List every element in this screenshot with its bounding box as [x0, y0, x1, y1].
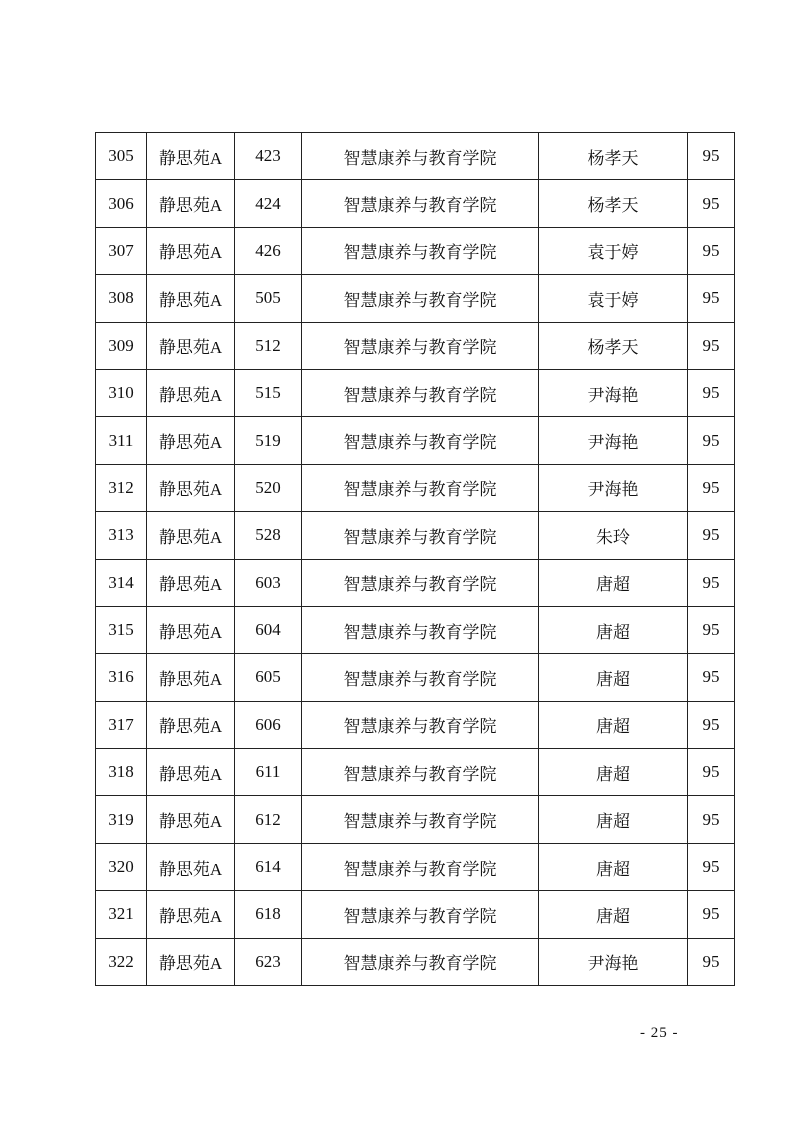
table-row — [96, 559, 735, 606]
college-cell: 智慧康养与教育学院 — [302, 322, 539, 369]
score-cell: 95 — [688, 891, 735, 938]
college-cell: 智慧康养与教育学院 — [302, 133, 539, 180]
teacher-cell: 唐超 — [539, 843, 688, 890]
table-row — [96, 796, 735, 843]
college-cell: 智慧康养与教育学院 — [302, 891, 539, 938]
building-cell: 静思苑A — [147, 796, 235, 843]
row-number-cell: 321 — [96, 891, 147, 938]
room-number-cell: 605 — [235, 654, 302, 701]
score-cell: 95 — [688, 275, 735, 322]
building-cell: 静思苑A — [147, 891, 235, 938]
row-number-cell: 310 — [96, 369, 147, 416]
college-cell: 智慧康养与教育学院 — [302, 512, 539, 559]
row-number-cell: 308 — [96, 275, 147, 322]
score-cell: 95 — [688, 133, 735, 180]
teacher-cell: 唐超 — [539, 559, 688, 606]
score-cell: 95 — [688, 464, 735, 511]
row-number-cell: 320 — [96, 843, 147, 890]
row-number-cell: 322 — [96, 938, 147, 985]
building-cell: 静思苑A — [147, 512, 235, 559]
table-body — [96, 133, 735, 986]
table-row — [96, 227, 735, 274]
teacher-cell: 唐超 — [539, 701, 688, 748]
teacher-cell: 朱玲 — [539, 512, 688, 559]
college-cell: 智慧康养与教育学院 — [302, 227, 539, 274]
teacher-cell: 唐超 — [539, 749, 688, 796]
room-number-cell: 519 — [235, 417, 302, 464]
row-number-cell: 314 — [96, 559, 147, 606]
teacher-cell: 袁于婷 — [539, 275, 688, 322]
room-number-cell: 528 — [235, 512, 302, 559]
table-row — [96, 701, 735, 748]
college-cell: 智慧康养与教育学院 — [302, 843, 539, 890]
college-cell: 智慧康养与教育学院 — [302, 938, 539, 985]
score-cell: 95 — [688, 938, 735, 985]
teacher-cell: 唐超 — [539, 654, 688, 701]
room-number-cell: 603 — [235, 559, 302, 606]
building-cell: 静思苑A — [147, 322, 235, 369]
room-number-cell: 512 — [235, 322, 302, 369]
room-number-cell: 520 — [235, 464, 302, 511]
college-cell: 智慧康养与教育学院 — [302, 606, 539, 653]
teacher-cell: 杨孝天 — [539, 322, 688, 369]
row-number-cell: 307 — [96, 227, 147, 274]
room-number-cell: 612 — [235, 796, 302, 843]
table-row — [96, 891, 735, 938]
building-cell: 静思苑A — [147, 843, 235, 890]
building-cell: 静思苑A — [147, 749, 235, 796]
teacher-cell: 尹海艳 — [539, 464, 688, 511]
college-cell: 智慧康养与教育学院 — [302, 369, 539, 416]
teacher-cell: 袁于婷 — [539, 227, 688, 274]
row-number-cell: 311 — [96, 417, 147, 464]
college-cell: 智慧康养与教育学院 — [302, 275, 539, 322]
score-cell: 95 — [688, 512, 735, 559]
teacher-cell: 尹海艳 — [539, 938, 688, 985]
building-cell: 静思苑A — [147, 417, 235, 464]
building-cell: 静思苑A — [147, 559, 235, 606]
college-cell: 智慧康养与教育学院 — [302, 417, 539, 464]
score-cell: 95 — [688, 796, 735, 843]
teacher-cell: 唐超 — [539, 796, 688, 843]
row-number-cell: 313 — [96, 512, 147, 559]
score-cell: 95 — [688, 606, 735, 653]
college-cell: 智慧康养与教育学院 — [302, 654, 539, 701]
row-number-cell: 317 — [96, 701, 147, 748]
room-number-cell: 618 — [235, 891, 302, 938]
table-row — [96, 322, 735, 369]
building-cell: 静思苑A — [147, 227, 235, 274]
table-row — [96, 369, 735, 416]
building-cell: 静思苑A — [147, 938, 235, 985]
room-number-cell: 515 — [235, 369, 302, 416]
score-cell: 95 — [688, 843, 735, 890]
row-number-cell: 309 — [96, 322, 147, 369]
teacher-cell: 杨孝天 — [539, 180, 688, 227]
records-table — [95, 132, 735, 986]
teacher-cell: 杨孝天 — [539, 133, 688, 180]
score-cell: 95 — [688, 654, 735, 701]
row-number-cell: 316 — [96, 654, 147, 701]
row-number-cell: 305 — [96, 133, 147, 180]
score-cell: 95 — [688, 322, 735, 369]
college-cell: 智慧康养与教育学院 — [302, 701, 539, 748]
row-number-cell: 319 — [96, 796, 147, 843]
building-cell: 静思苑A — [147, 133, 235, 180]
college-cell: 智慧康养与教育学院 — [302, 180, 539, 227]
room-number-cell: 423 — [235, 133, 302, 180]
page-number: - 25 - — [640, 1025, 679, 1041]
room-number-cell: 611 — [235, 749, 302, 796]
table-row — [96, 180, 735, 227]
table-row — [96, 606, 735, 653]
table-row — [96, 749, 735, 796]
score-cell: 95 — [688, 227, 735, 274]
college-cell: 智慧康养与教育学院 — [302, 559, 539, 606]
teacher-cell: 尹海艳 — [539, 369, 688, 416]
college-cell: 智慧康养与教育学院 — [302, 796, 539, 843]
room-number-cell: 606 — [235, 701, 302, 748]
row-number-cell: 318 — [96, 749, 147, 796]
table-row — [96, 417, 735, 464]
building-cell: 静思苑A — [147, 275, 235, 322]
college-cell: 智慧康养与教育学院 — [302, 464, 539, 511]
table-row — [96, 133, 735, 180]
teacher-cell: 唐超 — [539, 891, 688, 938]
row-number-cell: 306 — [96, 180, 147, 227]
score-cell: 95 — [688, 749, 735, 796]
room-number-cell: 604 — [235, 606, 302, 653]
room-number-cell: 623 — [235, 938, 302, 985]
row-number-cell: 315 — [96, 606, 147, 653]
table-row — [96, 464, 735, 511]
score-cell: 95 — [688, 559, 735, 606]
teacher-cell: 尹海艳 — [539, 417, 688, 464]
table-row — [96, 512, 735, 559]
table-row — [96, 654, 735, 701]
score-cell: 95 — [688, 180, 735, 227]
room-number-cell: 426 — [235, 227, 302, 274]
room-number-cell: 614 — [235, 843, 302, 890]
table-row — [96, 938, 735, 985]
building-cell: 静思苑A — [147, 464, 235, 511]
room-number-cell: 424 — [235, 180, 302, 227]
room-number-cell: 505 — [235, 275, 302, 322]
building-cell: 静思苑A — [147, 369, 235, 416]
score-cell: 95 — [688, 701, 735, 748]
row-number-cell: 312 — [96, 464, 147, 511]
building-cell: 静思苑A — [147, 654, 235, 701]
table-row — [96, 275, 735, 322]
college-cell: 智慧康养与教育学院 — [302, 749, 539, 796]
building-cell: 静思苑A — [147, 606, 235, 653]
score-cell: 95 — [688, 369, 735, 416]
building-cell: 静思苑A — [147, 180, 235, 227]
score-cell: 95 — [688, 417, 735, 464]
table-row — [96, 843, 735, 890]
building-cell: 静思苑A — [147, 701, 235, 748]
teacher-cell: 唐超 — [539, 606, 688, 653]
